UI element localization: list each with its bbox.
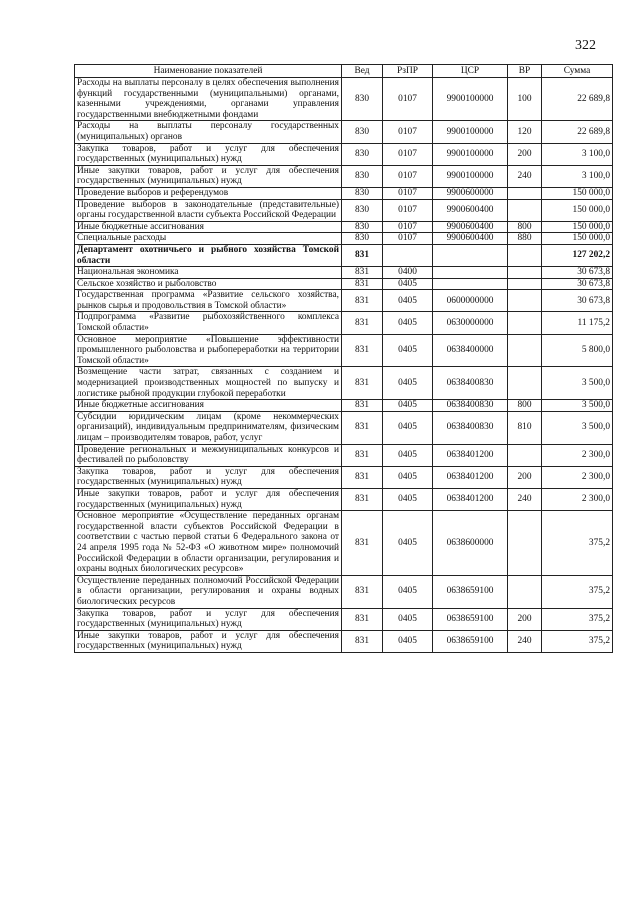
table-header-row: [75, 65, 613, 78]
table-row: [75, 267, 613, 279]
column-header-csr: ЦСР: [433, 65, 508, 78]
cell-sum: 3 100,0: [542, 165, 613, 187]
cell-csr: 9900100000: [433, 165, 508, 187]
cell-csr: 0638659100: [433, 575, 508, 608]
table-row: [75, 244, 613, 266]
cell-rzpr: 0405: [383, 608, 433, 630]
table-row: [75, 488, 613, 510]
cell-sum: 2 300,0: [542, 466, 613, 488]
cell-vr: 810: [508, 411, 542, 444]
cell-rzpr: 0405: [383, 290, 433, 312]
table-row: [75, 221, 613, 233]
cell-csr: 0600000000: [433, 290, 508, 312]
cell-ved: 831: [342, 466, 383, 488]
cell-ved: 831: [342, 267, 383, 279]
cell-sum: 150 000,0: [542, 233, 613, 245]
cell-rzpr: 0405: [383, 511, 433, 576]
cell-name: Основное мероприятие «Повышение эффективности промышленного рыболовства и рыбопереработки на территории Томской области»: [75, 334, 342, 367]
cell-ved: 831: [342, 312, 383, 334]
cell-rzpr: 0405: [383, 575, 433, 608]
cell-sum: 375,2: [542, 630, 613, 652]
table-row: [75, 411, 613, 444]
table-row: [75, 143, 613, 165]
cell-vr: [508, 244, 542, 266]
cell-csr: 9900600000: [433, 187, 508, 199]
cell-name: Проведение региональных и межмуниципальных конкурсов и фестивалей по рыболовству: [75, 444, 342, 466]
cell-name: Национальная экономика: [75, 267, 342, 279]
table-row: [75, 334, 613, 367]
cell-ved: 830: [342, 199, 383, 221]
cell-name: Субсидии юридическим лицам (кроме некоммерческих организаций), индивидуальным предпринимателям, физическим лицам – производителям товаров, работ, услуг: [75, 411, 342, 444]
cell-vr: [508, 575, 542, 608]
table-row: [75, 290, 613, 312]
cell-vr: 200: [508, 608, 542, 630]
budget-table: [74, 64, 613, 653]
cell-csr: 0638600000: [433, 511, 508, 576]
cell-sum: 30 673,8: [542, 290, 613, 312]
table-row: [75, 367, 613, 400]
cell-rzpr: 0400: [383, 267, 433, 279]
cell-ved: 831: [342, 244, 383, 266]
cell-rzpr: 0107: [383, 187, 433, 199]
cell-rzpr: 0107: [383, 78, 433, 121]
cell-rzpr: [383, 244, 433, 266]
cell-vr: [508, 511, 542, 576]
cell-csr: 9900100000: [433, 121, 508, 143]
cell-vr: [508, 334, 542, 367]
cell-vr: [508, 267, 542, 279]
cell-sum: 3 500,0: [542, 367, 613, 400]
table-row: [75, 78, 613, 121]
cell-ved: 831: [342, 630, 383, 652]
cell-csr: [433, 267, 508, 279]
column-header-name: Наименование показателей: [75, 65, 342, 78]
cell-csr: 0638659100: [433, 630, 508, 652]
cell-name: Закупка товаров, работ и услуг для обеспечения государственных (муниципальных) нужд: [75, 143, 342, 165]
cell-name: Иные закупки товаров, работ и услуг для обеспечения государственных (муниципальных) нужд: [75, 165, 342, 187]
cell-vr: [508, 199, 542, 221]
cell-sum: 11 175,2: [542, 312, 613, 334]
table-row: [75, 630, 613, 652]
cell-rzpr: 0405: [383, 411, 433, 444]
cell-rzpr: 0107: [383, 165, 433, 187]
cell-ved: 831: [342, 411, 383, 444]
cell-name: Иные закупки товаров, работ и услуг для обеспечения государственных (муниципальных) нужд: [75, 488, 342, 510]
cell-sum: 22 689,8: [542, 121, 613, 143]
cell-name: Иные закупки товаров, работ и услуг для обеспечения государственных (муниципальных) нужд: [75, 630, 342, 652]
cell-name: Проведение выборов и референдумов: [75, 187, 342, 199]
cell-vr: 800: [508, 400, 542, 412]
cell-vr: 240: [508, 488, 542, 510]
cell-sum: 3 100,0: [542, 143, 613, 165]
cell-vr: 100: [508, 78, 542, 121]
cell-ved: 831: [342, 488, 383, 510]
cell-csr: 9900600400: [433, 221, 508, 233]
cell-csr: 0638400830: [433, 400, 508, 412]
table-row: [75, 400, 613, 412]
cell-vr: 120: [508, 121, 542, 143]
table-row: [75, 278, 613, 290]
cell-name: Возмещение части затрат, связанных с созданием и модернизацией производственных мощностей по выпуску и логистике рыбной продукции глубокой переработки: [75, 367, 342, 400]
cell-csr: [433, 244, 508, 266]
cell-rzpr: 0107: [383, 199, 433, 221]
cell-csr: 9900100000: [433, 143, 508, 165]
cell-sum: 150 000,0: [542, 221, 613, 233]
cell-rzpr: 0405: [383, 488, 433, 510]
cell-name: Расходы на выплаты персоналу государственных (муниципальных) органов: [75, 121, 342, 143]
cell-rzpr: 0107: [383, 233, 433, 245]
cell-name: Основное мероприятие «Осуществление переданных органам государственной власти субъектов Российской Федерации в соответствии с частью первой статьи 6 Федерального закона от 24 апреля 1995 года № 52-ФЗ «О животном мире» полномочий Российской Федерации в области организации, регулирования и охраны водных биологических ресурсов»: [75, 511, 342, 576]
column-header-rzpr: РзПР: [383, 65, 433, 78]
cell-csr: 0638401200: [433, 444, 508, 466]
cell-ved: 831: [342, 290, 383, 312]
cell-vr: [508, 367, 542, 400]
cell-csr: 0638400830: [433, 367, 508, 400]
cell-name: Департамент охотничьего и рыбного хозяйства Томской области: [75, 244, 342, 266]
cell-ved: 831: [342, 400, 383, 412]
cell-sum: 30 673,8: [542, 267, 613, 279]
cell-rzpr: 0405: [383, 400, 433, 412]
table-row: [75, 187, 613, 199]
cell-vr: 800: [508, 221, 542, 233]
table-row: [75, 233, 613, 245]
cell-vr: 200: [508, 466, 542, 488]
cell-ved: 831: [342, 334, 383, 367]
cell-ved: 830: [342, 187, 383, 199]
cell-vr: 240: [508, 630, 542, 652]
cell-vr: [508, 312, 542, 334]
cell-rzpr: 0405: [383, 278, 433, 290]
cell-name: Подпрограмма «Развитие рыбохозяйственного комплекса Томской области»: [75, 312, 342, 334]
cell-rzpr: 0405: [383, 630, 433, 652]
cell-ved: 830: [342, 233, 383, 245]
cell-csr: [433, 278, 508, 290]
cell-name: Специальные расходы: [75, 233, 342, 245]
table-row: [75, 511, 613, 576]
table-row: [75, 444, 613, 466]
cell-ved: 830: [342, 78, 383, 121]
cell-rzpr: 0107: [383, 143, 433, 165]
table-row: [75, 608, 613, 630]
cell-vr: [508, 187, 542, 199]
table-row: [75, 199, 613, 221]
cell-ved: 830: [342, 121, 383, 143]
cell-sum: 3 500,0: [542, 400, 613, 412]
cell-name: Закупка товаров, работ и услуг для обеспечения государственных (муниципальных) нужд: [75, 608, 342, 630]
cell-sum: 2 300,0: [542, 488, 613, 510]
cell-csr: 0638401200: [433, 466, 508, 488]
cell-ved: 830: [342, 143, 383, 165]
cell-ved: 831: [342, 278, 383, 290]
cell-csr: 0630000000: [433, 312, 508, 334]
cell-vr: [508, 290, 542, 312]
cell-ved: 831: [342, 444, 383, 466]
cell-name: Сельское хозяйство и рыболовство: [75, 278, 342, 290]
cell-rzpr: 0405: [383, 334, 433, 367]
cell-rzpr: 0107: [383, 221, 433, 233]
cell-vr: 240: [508, 165, 542, 187]
cell-rzpr: 0405: [383, 312, 433, 334]
cell-ved: 830: [342, 165, 383, 187]
cell-name: Расходы на выплаты персоналу в целях обеспечения выполнения функций государственными (муниципальными) органами, казенными учреждениями, органами управления государственными внебюджетными фондами: [75, 78, 342, 121]
table-row: [75, 312, 613, 334]
cell-sum: 375,2: [542, 575, 613, 608]
cell-csr: 9900100000: [433, 78, 508, 121]
cell-sum: 5 800,0: [542, 334, 613, 367]
cell-rzpr: 0405: [383, 367, 433, 400]
cell-sum: 150 000,0: [542, 199, 613, 221]
cell-name: Закупка товаров, работ и услуг для обеспечения государственных (муниципальных) нужд: [75, 466, 342, 488]
cell-ved: 831: [342, 511, 383, 576]
cell-rzpr: 0405: [383, 466, 433, 488]
cell-ved: 830: [342, 221, 383, 233]
table-row: [75, 121, 613, 143]
cell-csr: 0638659100: [433, 608, 508, 630]
cell-sum: 375,2: [542, 511, 613, 576]
cell-vr: 200: [508, 143, 542, 165]
table-row: [75, 466, 613, 488]
cell-csr: 0638400830: [433, 411, 508, 444]
column-header-ved: Вед: [342, 65, 383, 78]
column-header-sum: Сумма: [542, 65, 613, 78]
cell-csr: 0638401200: [433, 488, 508, 510]
cell-name: Иные бюджетные ассигнования: [75, 221, 342, 233]
cell-rzpr: 0107: [383, 121, 433, 143]
cell-ved: 831: [342, 367, 383, 400]
cell-vr: [508, 278, 542, 290]
cell-ved: 831: [342, 608, 383, 630]
cell-name: Иные бюджетные ассигнования: [75, 400, 342, 412]
table-row: [75, 575, 613, 608]
cell-csr: 9900600400: [433, 199, 508, 221]
cell-name: Проведение выборов в законодательные (представительные) органы государственной власти субъекта Российской Федерации: [75, 199, 342, 221]
cell-name: Осуществление переданных полномочий Российской Федерации в области организации, регулирования и охраны водных биологических ресурсов: [75, 575, 342, 608]
cell-csr: 0638400000: [433, 334, 508, 367]
cell-vr: 880: [508, 233, 542, 245]
cell-sum: 3 500,0: [542, 411, 613, 444]
cell-sum: 22 689,8: [542, 78, 613, 121]
cell-csr: 9900600400: [433, 233, 508, 245]
cell-sum: 150 000,0: [542, 187, 613, 199]
cell-sum: 127 202,2: [542, 244, 613, 266]
cell-name: Государственная программа «Развитие сельского хозяйства, рынков сырья и продовольствия в Томской области»: [75, 290, 342, 312]
cell-ved: 831: [342, 575, 383, 608]
cell-sum: 375,2: [542, 608, 613, 630]
cell-sum: 30 673,8: [542, 278, 613, 290]
cell-vr: [508, 444, 542, 466]
page-number: 322: [575, 38, 596, 53]
cell-sum: 2 300,0: [542, 444, 613, 466]
table-row: [75, 165, 613, 187]
column-header-vr: ВР: [508, 65, 542, 78]
cell-rzpr: 0405: [383, 444, 433, 466]
